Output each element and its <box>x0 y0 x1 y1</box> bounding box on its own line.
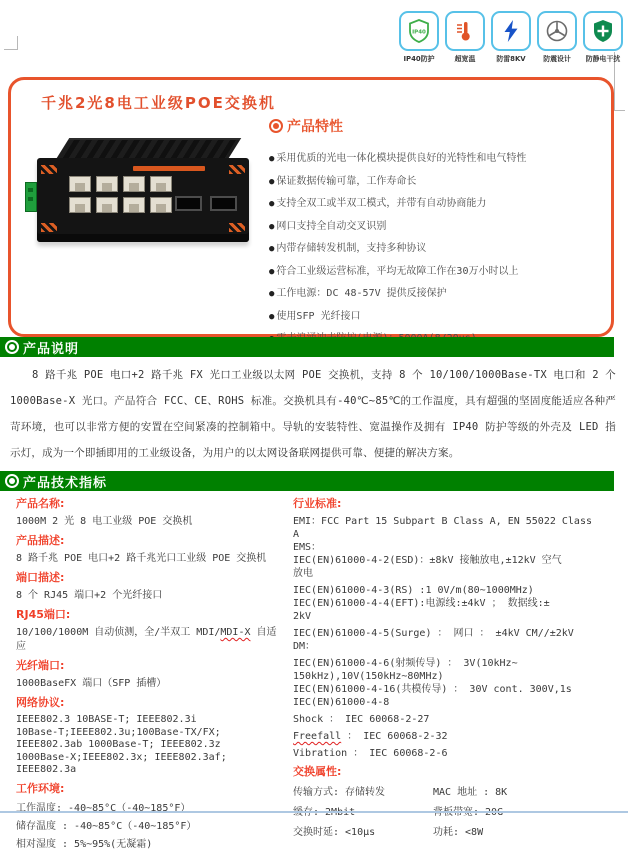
spec-label: 端口描述: <box>16 571 65 584</box>
spec-group-industry-standards <box>293 497 615 760</box>
spec-group-switching <box>293 765 615 839</box>
spec-group-rj45 <box>16 608 278 654</box>
bullet-icon: ● <box>269 311 275 322</box>
section-title: 产品技术指标 <box>23 475 108 491</box>
rj45-port <box>69 197 91 213</box>
bullseye-icon <box>5 474 19 488</box>
feature-text: 网口支持全自动交叉识别 <box>276 220 387 232</box>
product-photo <box>37 138 249 268</box>
feature-text: 工作电源：DC 48-57V 提供反接保护 <box>276 288 447 299</box>
thermometer-icon <box>452 18 478 44</box>
spec-value: 相对湿度 : 5%~95%(无凝霜) <box>16 838 153 850</box>
description-paragraph: 8 路千兆 POE 电口+2 路千兆 FX 光口工业级以太网 POE 交换机，支持 8 个 10/100/1000Base-TX 电口和 2 个 1000Base-X 光口。产品符合 FCC、CE、ROHS 标准。交换机具有-40℃~85℃的工作温度，具有超强的坚固度能适应各种严苛环境，也可以非常方便的安置在空间紧凑的控制箱中。导轨的安装特性、宽温操作及拥有 IP40 防护等级的外壳及 LED 指示灯，成为一个即插即用的工业级设备，为用户的以太网设备联网提供可靠、便捷的解决方案。 <box>10 369 616 459</box>
switch-attr-row <box>293 786 615 799</box>
feature-item <box>269 216 603 239</box>
badge-label: 超宽温 <box>454 54 476 63</box>
spec-label: 光纤端口: <box>16 659 65 672</box>
standard-line: EMS： <box>293 542 322 553</box>
standard-line: IEC(EN)61000-4-2(ESD)：±8kV 接触放电,±12kV 空气 <box>293 555 562 566</box>
spec-value: 1000BaseFX 端口（SFP 插槽） <box>16 678 167 689</box>
spec-value: IEEE802.3ab 1000Base-T; IEEE802.3z <box>16 739 221 750</box>
spec-label: 产品名称: <box>16 497 65 510</box>
bullseye-icon <box>269 119 283 133</box>
hazard-stripe <box>41 165 57 174</box>
rj45-port <box>150 197 172 213</box>
hazard-stripe <box>229 223 245 232</box>
spec-text: 10/100/1000M 自动侦测，全/半双工 MDI/ <box>16 627 221 638</box>
badge-box <box>445 11 485 51</box>
rj45-port <box>150 176 172 192</box>
standard-line: IEC(EN)61000-4-6(射频传导) ： 3V(10kHz~ <box>293 658 518 669</box>
spec-label: 工作环境: <box>16 781 65 795</box>
spec-column-right <box>293 497 615 839</box>
rj45-port <box>96 176 118 192</box>
lightning-icon <box>498 18 524 44</box>
spec-label: 产品描述: <box>16 534 65 547</box>
table-anchor-mark <box>4 36 18 50</box>
bullet-icon: ● <box>269 244 275 254</box>
spec-value: 10Base-T;IEEE802.3u;100Base-TX/FX; <box>16 726 221 738</box>
spec-value: IEEE802.3 10BASE-T; IEEE802.3i <box>16 714 197 725</box>
spec-label: 行业标准: <box>293 497 342 510</box>
badge-box <box>399 11 439 51</box>
badge-label: 防震设计 <box>543 54 571 63</box>
feature-list <box>269 148 603 351</box>
spec-group-protocols <box>16 696 278 777</box>
badge-icon-text: IP40 <box>412 29 426 36</box>
standard-line: 150kHz),10V(150kHz~80MHz) <box>293 671 444 682</box>
standard-line: IEC(EN)61000-4-4(EFT):电源线:±4kV ； 数据线:± <box>293 598 550 609</box>
spec-value: 1000Base-X;IEEE802.3x; IEEE802.3af; IEEE802.3a <box>16 751 227 775</box>
standard-line: EMI：FCC Part 15 Subpart B Class A, EN 55022 Class <box>293 516 592 527</box>
hazard-stripe <box>41 223 57 232</box>
certification-badges <box>399 11 623 64</box>
standard-line: 放电 <box>293 568 313 579</box>
spellcheck-underline: MDI-X <box>220 627 251 638</box>
feature-item <box>269 261 603 284</box>
spec-value: 8 个 RJ45 端口+2 个光纤接口 <box>16 590 163 601</box>
badge-label: 防雷8KV <box>496 54 526 63</box>
product-overview-box <box>8 77 614 337</box>
badge-box <box>537 11 577 51</box>
feature-item <box>269 283 603 306</box>
fan-icon <box>544 18 570 44</box>
spec-value: 储存温度 : -40~85°C（-40~185°F） <box>16 820 197 832</box>
standard-line: 2kV <box>293 611 312 622</box>
feature-text: 保证数据传输可靠，工作寿命长 <box>276 175 417 187</box>
spec-value: 工作温度: -40~85°C（-40~185°F） <box>16 802 191 814</box>
standard-line: IEC(EN)61000-4-5(Surge) ： 网口 ： ±4kV CM//±2kV <box>293 628 574 639</box>
attr-cell: 功耗: <8W <box>433 827 484 838</box>
badge-box <box>583 11 623 51</box>
spec-text: 自适应 <box>16 627 277 652</box>
feature-item <box>269 306 603 329</box>
switch-label-strip <box>133 166 205 171</box>
badge-anti-static <box>583 11 623 64</box>
spec-column-left <box>16 497 278 854</box>
standard-line: A <box>293 529 300 540</box>
badge-lightning-8kv <box>491 11 531 64</box>
hazard-stripe <box>229 165 245 174</box>
spec-value: 8 路千兆 POE 电口+2 路千兆光口工业级 POE 交换机 <box>16 553 267 564</box>
standard-line: IEC(EN)61000-4-8 <box>293 697 390 708</box>
bullet-icon: ● <box>269 154 275 164</box>
spec-label: 网络协议: <box>16 696 65 709</box>
attr-cell: 缓存: 2Mbit <box>293 807 356 818</box>
rj45-port <box>123 176 145 192</box>
feature-item <box>269 171 603 194</box>
spec-group-environment <box>16 782 278 854</box>
attr-cell: MAC 地址 : 8K <box>433 787 508 798</box>
attr-cell: 传输方式: 存储转发 <box>293 787 386 798</box>
badge-box <box>491 11 531 51</box>
badge-label: 防静电干扰 <box>585 54 621 63</box>
product-title: 千兆2光8电工业级POE交换机 <box>41 94 276 112</box>
spec-group-fiber <box>16 659 278 691</box>
shield-ip40-icon <box>406 18 432 44</box>
badge-label: IP40防护 <box>403 54 435 63</box>
rj45-port-grid <box>69 176 172 213</box>
spec-group-product-name <box>16 497 278 529</box>
spec-group-product-desc <box>16 534 278 566</box>
attr-cell: 背板带宽: 20G <box>433 807 504 818</box>
rj45-port <box>96 197 118 213</box>
feature-item <box>269 193 603 216</box>
features-panel <box>269 116 603 351</box>
spec-label: 交换属性: <box>293 765 342 778</box>
standard-line-shock: Shock ： IEC 60068-2-27 <box>293 714 430 725</box>
standard-line-freefall <box>293 730 615 743</box>
feature-text: 使用SFP 光纤接口 <box>276 310 361 322</box>
feature-text: 符合工业级运营标准，平均无故障工作在30万小时以上 <box>276 265 519 277</box>
feature-text: 内带存储转发机制，支持多种协议 <box>276 243 427 254</box>
page-border-bottom <box>0 811 628 813</box>
shield-static-icon <box>590 18 616 44</box>
attr-cell: 交换时延: <10μs <box>293 827 376 838</box>
feature-item <box>269 148 603 171</box>
badge-wide-temp <box>445 11 485 64</box>
feature-text: 支持全双工或半双工模式，并带有自动协商能力 <box>276 198 487 209</box>
bullet-icon: ● <box>269 176 275 187</box>
bullet-icon: ● <box>269 266 275 277</box>
sfp-slot <box>175 196 202 211</box>
sfp-slot <box>210 196 237 211</box>
standard-line-vibration: Vibration ： IEC 60068-2-6 <box>293 748 448 759</box>
rj45-port <box>69 176 91 192</box>
badge-anti-vibration <box>537 11 577 64</box>
spec-value: 1000M 2 光 8 电工业级 POE 交换机 <box>16 516 193 527</box>
section-header-description <box>0 337 614 357</box>
power-terminal-block <box>25 182 37 212</box>
bullseye-icon <box>5 340 19 354</box>
standard-line: IEC(EN)61000-4-3(RS) :1 0V/m(80~1000MHz) <box>293 585 534 596</box>
section-header-specs <box>0 471 614 491</box>
spec-label: RJ45端口: <box>16 608 71 621</box>
features-heading-text: 产品特性 <box>287 119 343 135</box>
feature-text: 采用优质的光电一体化模块提供良好的光特性和电气特性 <box>276 153 527 164</box>
standard-line: DM： <box>293 641 316 652</box>
section-title: 产品说明 <box>23 341 80 357</box>
spec-group-port-desc <box>16 571 278 603</box>
spec-text: ： IEC 60068-2-32 <box>341 731 448 742</box>
feature-item <box>269 238 603 261</box>
bullet-icon: ● <box>269 199 275 209</box>
bullet-icon: ● <box>269 289 275 299</box>
bullet-icon: ● <box>269 221 275 232</box>
badge-ip40 <box>399 11 439 64</box>
switch-attr-row <box>293 826 615 839</box>
rj45-port <box>123 197 145 213</box>
spec-value <box>16 626 278 654</box>
spellcheck-underline: Freefall <box>293 731 342 742</box>
switch-front-face <box>37 158 249 242</box>
switch-top-face <box>57 138 241 158</box>
features-heading <box>269 116 603 136</box>
standard-line: IEC(EN)61000-4-16(共模传导) ： 30V cont. 300V,1s <box>293 684 572 695</box>
